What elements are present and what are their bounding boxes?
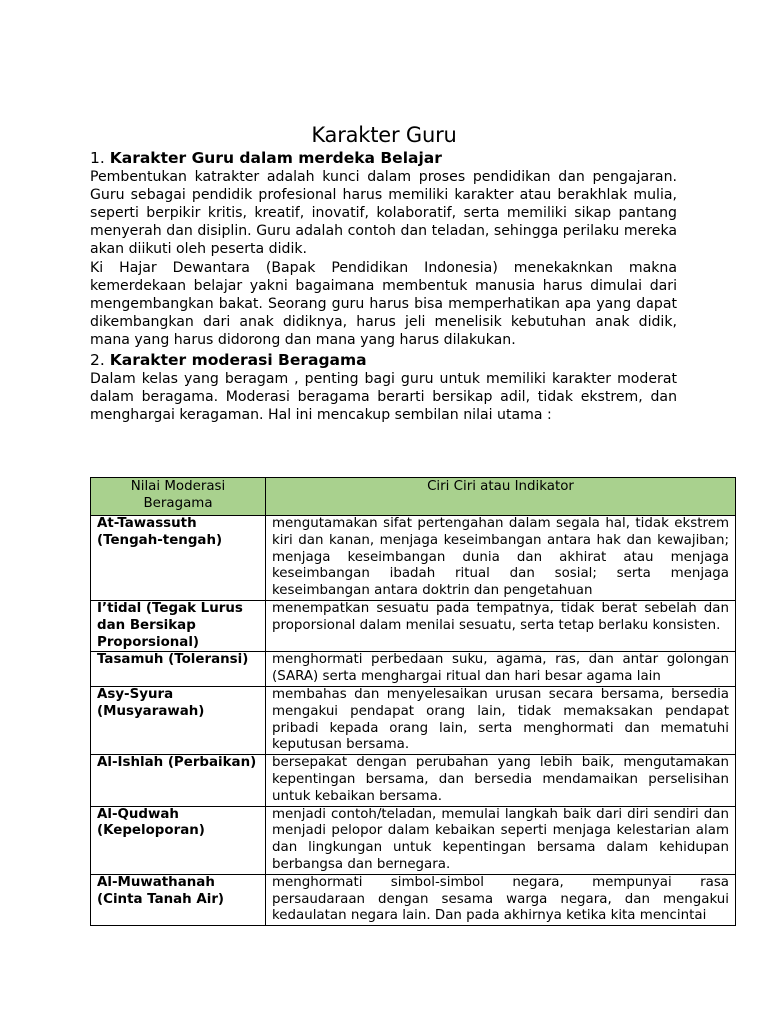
section-2-heading <box>90 350 367 370</box>
table-cell-indicator: menghormati perbedaan suku, agama, ras, dan antar golongan (SARA) serta menghargai ritual dan hari besar agama lain <box>266 652 736 687</box>
table-cell-indicator: bersepakat dengan perubahan yang lebih baik, mengutamakan kepentingan bersama, dan bersedia mendamaikan perselisihan untuk kebaikan bersama. <box>266 755 736 806</box>
table-cell-value: Al-Qudwah (Kepeloporan) <box>91 806 266 874</box>
section-1-paragraph-2: Ki Hajar Dewantara (Bapak Pendidikan Indonesia) menekakn​kan makna kemerdekaan belajar yakni bagaimana membentuk manusia harus dimulai dari mengembangkan bakat. Seorang guru harus bisa memperhatikan apa yang dapat dikembangkan dari anak didiknya, harus jeli menelisik kebutuhan anak didik, mana yang harus didorong dan mana yang harus dilakukan. <box>90 260 677 349</box>
moderation-values-table <box>90 477 736 926</box>
table-header-indicator: Ciri Ciri atau Indikator <box>266 478 736 516</box>
table-cell-indicator: mengutamakan sifat pertengahan dalam segala hal, tidak ekstrem kiri dan kanan, menjaga keseimbangan antara hak dan kewajiban; menjaga keseimbangan dunia dan akhirat atau menjaga keseimbangan ibadah ritual dan sosial; serta menjaga keseimbangan antara doktrin dan pengetahuan <box>266 516 736 601</box>
table-cell-indicator: membahas dan menyelesaikan urusan secara bersama, bersedia mengakui pendapat orang lain, tidak memaksakan pendapat pribadi kepada orang lain, serta menghormati dan mematuhi keputusan bersama. <box>266 686 736 754</box>
table-header-row <box>91 478 736 516</box>
section-1-heading <box>90 148 442 168</box>
table-header-value: Nilai Moderasi Beragama <box>91 478 266 516</box>
table-cell-indicator: menempatkan sesuatu pada tempatnya, tidak berat sebelah dan proporsional dalam menilai sesuatu, serta tetap berlaku konsisten. <box>266 600 736 651</box>
table-row <box>91 600 736 651</box>
section-1-title: Karakter Guru dalam merdeka Belajar <box>109 149 442 167</box>
table-cell-value: Asy-Syura (Musyarawah) <box>91 686 266 754</box>
table-cell-indicator: menjadi contoh/teladan, memulai langkah baik dari diri sendiri dan menjadi pelopor dalam kebaikan seperti menjaga kelestarian alam dan lingkungan untuk kepentingan bersama dalam kehidupan berbangsa dan bernegara. <box>266 806 736 874</box>
table-cell-value: Al-Muwathanah (Cinta Tanah Air) <box>91 874 266 925</box>
table-row <box>91 874 736 925</box>
page-title: Karakter Guru <box>311 123 457 147</box>
table-row <box>91 516 736 601</box>
table-cell-indicator: menghormati simbol-simbol negara, mempunyai rasa persaudaraan dengan sesama warga negara, dan mengakui kedaulatan negara lain. Dan pada akhirnya ketika kita mencintai <box>266 874 736 925</box>
table-cell-value: Al-Ishlah (Perbaikan) <box>91 755 266 806</box>
section-2-number: 2. <box>90 351 105 369</box>
table-row <box>91 806 736 874</box>
section-1-paragraph-1: Pembentukan katrakter adalah kunci dalam proses pendidikan dan pengajaran. Guru sebagai pendidik profesional harus memiliki karakter atau berakhlak mulia, seperti berpikir kritis, kreatif, inovatif, kolaboratif, serta memiliki sikap pantang menyerah dan disiplin. Guru adalah contoh dan teladan, sehingga perilaku mereka akan diikuti oleh peserta didik. <box>90 169 677 258</box>
table-cell-value: I’tidal (Tegak Lurus dan Bersikap Proporsional) <box>91 600 266 651</box>
table-row <box>91 686 736 754</box>
table-cell-value: At-Tawassuth (Tengah-tengah) <box>91 516 266 601</box>
table-row <box>91 652 736 687</box>
section-2-paragraph-1: Dalam kelas yang beragam , penting bagi guru untuk memiliki karakter moderat dalam beragama. Moderasi beragama berarti bersikap adil, tidak ekstrem, dan menghargai keragaman. Hal ini mencakup sembilan nilai utama : <box>90 371 677 424</box>
section-2-title: Karakter moderasi Beragama <box>109 351 367 369</box>
table-row <box>91 755 736 806</box>
section-1-number: 1. <box>90 149 105 167</box>
table-cell-value: Tasamuh (Toleransi) <box>91 652 266 687</box>
